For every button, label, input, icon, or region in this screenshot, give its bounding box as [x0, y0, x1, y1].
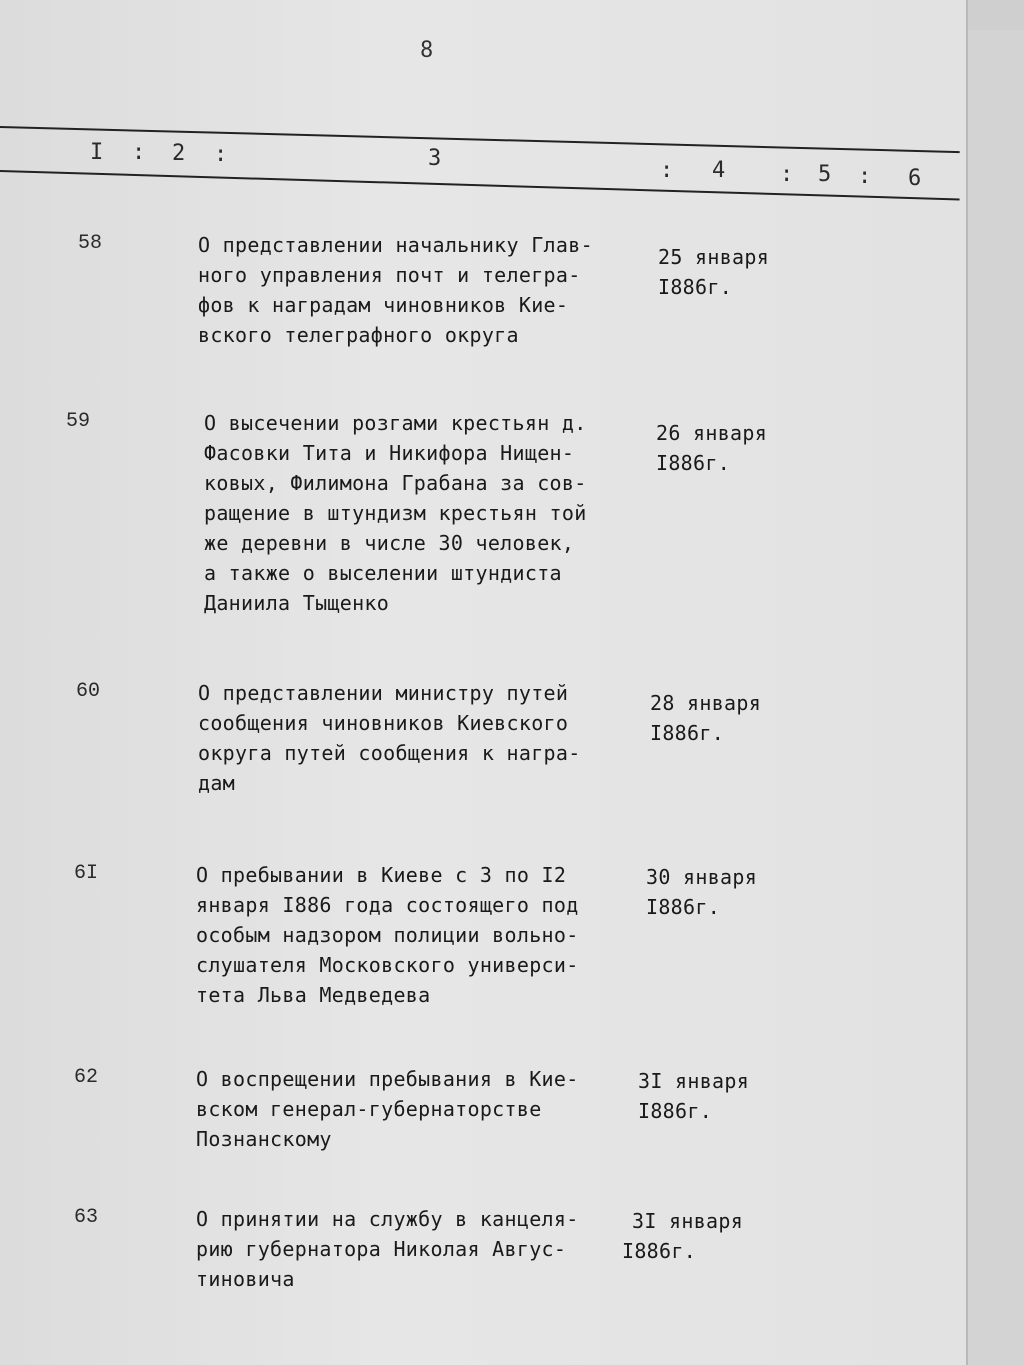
column-header-3: 3 — [428, 146, 442, 171]
description-line: О пребывании в Киеве с 3 по I2 — [196, 863, 567, 887]
date-day-month: 3I января — [638, 1069, 750, 1093]
column-header-4: 4 — [712, 158, 726, 183]
description-line: О воспрещении пребывания в Кие- — [196, 1067, 579, 1091]
description-line: ковых, Филимона Грабана за сов- — [204, 471, 587, 495]
date-day-month: 28 января — [650, 691, 762, 715]
date-day-month: 25 января — [658, 245, 770, 269]
entry-description — [196, 860, 636, 1010]
description-line: ращение в штундизм крестьян той — [204, 501, 587, 525]
column-separator: : — [660, 158, 674, 183]
description-line: Познанскому — [196, 1127, 332, 1151]
description-line: фов к наградам чиновников Кие- — [198, 293, 569, 317]
date-year: I886г. — [646, 895, 721, 919]
date-year: I886г. — [638, 1099, 713, 1123]
entry-description — [196, 1064, 636, 1154]
page-number: 8 — [420, 38, 434, 63]
description-line: вского телеграфного округа — [198, 323, 519, 347]
description-line: слушателя Московского универси- — [196, 953, 579, 977]
entry-description — [198, 678, 638, 798]
entry-number: 60 — [76, 680, 101, 703]
entry-date — [622, 1206, 782, 1266]
description-line: вском генерал-губернаторстве — [196, 1097, 542, 1121]
date-day-month: 26 января — [656, 421, 768, 445]
description-line: О высечении розгами крестьян д. — [204, 411, 587, 435]
entry-description — [196, 1204, 636, 1294]
date-year: I886г. — [656, 451, 731, 475]
description-line: сообщения чиновников Киевского — [198, 711, 569, 735]
description-line: января I886 года состоящего под — [196, 893, 579, 917]
column-header-2: 2 — [172, 141, 186, 166]
description-line: особым надзором полиции вольно- — [196, 923, 579, 947]
date-day-month: 3I января — [632, 1209, 744, 1233]
entry-description — [204, 408, 644, 618]
header-rule-bottom — [0, 170, 960, 200]
column-separator: : — [132, 140, 146, 165]
entry-date — [650, 688, 800, 748]
description-line: тета Льва Медведева — [196, 983, 431, 1007]
description-line: рию губернатора Николая Авгус- — [196, 1237, 567, 1261]
description-line: Даниила Тыщенко — [204, 591, 390, 615]
description-line: дам — [198, 771, 236, 795]
entry-number: 6I — [74, 862, 99, 885]
entry-number: 62 — [74, 1066, 99, 1089]
entry-date — [638, 1066, 788, 1126]
description-line: тиновича — [196, 1267, 295, 1291]
date-year: I886г. — [658, 275, 733, 299]
description-line: О принятии на службу в канцеля- — [196, 1207, 579, 1231]
column-header-5: 5 — [818, 162, 832, 187]
description-line: Фасовки Тита и Никифора Нищен- — [204, 441, 575, 465]
description-line: округа путей сообщения к награ- — [198, 741, 581, 765]
column-separator: : — [214, 142, 228, 167]
entry-date — [656, 418, 806, 478]
description-line: ного управления почт и телегра- — [198, 263, 581, 287]
entry-number: 59 — [66, 410, 91, 433]
description-line: О представлении министру путей — [198, 681, 569, 705]
description-line: же деревни в числе 30 человек, — [204, 531, 575, 555]
date-day-month: 30 января — [646, 865, 758, 889]
date-year: I886г. — [650, 721, 725, 745]
description-line: О представлении начальнику Глав- — [198, 233, 593, 257]
column-header-1: I — [90, 140, 104, 165]
date-year: I886г. — [622, 1239, 697, 1263]
entry-number: 58 — [78, 232, 103, 255]
entry-date — [658, 242, 808, 302]
column-separator: : — [858, 164, 872, 189]
column-header-6: 6 — [908, 166, 922, 191]
column-separator: : — [780, 162, 794, 187]
entry-number: 63 — [74, 1206, 99, 1229]
description-line: а также о выселении штундиста — [204, 561, 562, 585]
entry-description — [198, 230, 638, 350]
entry-date — [646, 862, 796, 922]
next-page-edge — [966, 30, 1024, 1365]
